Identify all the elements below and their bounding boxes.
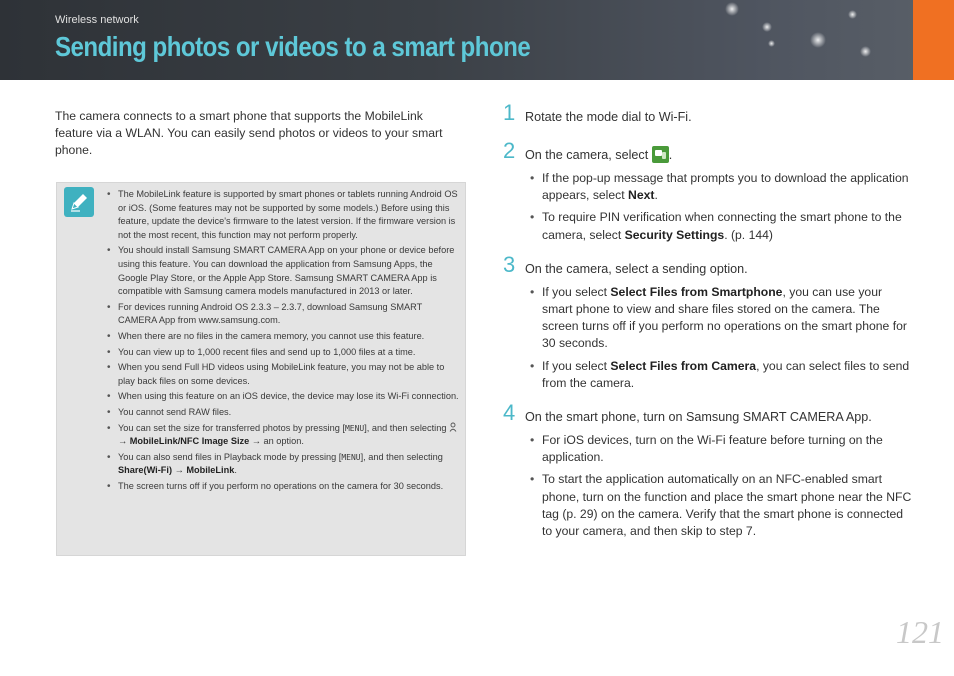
step-2: [503, 138, 915, 244]
list-item: • For devices running Android OS 2.3.3 – 2.3.7, download Samsung SMART CAMERA App from www.samsung.com.: [105, 301, 459, 328]
sub-list: [525, 170, 915, 244]
list-item: • If you select Select Files from Camera, you can select files to send from the camera.: [527, 358, 915, 392]
list-item: • You should install Samsung SMART CAMERA App on your phone or device before using this feature. You can download the application from Samsung Apps, the Google Play Store, or the Apple App Store. Samsung SMART CAMERA App is compatible with Samsung camera models manufactured in 2013 or later.: [105, 244, 459, 298]
list-item: • The screen turns off if you perform no operations on the camera for 30 seconds.: [105, 480, 459, 494]
person-icon: [449, 423, 457, 433]
sparkle-decoration: [860, 46, 871, 57]
list-item: • If the pop-up message that prompts you to download the application appears, select Next.: [527, 170, 915, 204]
note-box: [56, 182, 466, 556]
step-number: 3: [503, 251, 516, 277]
list-item: • When you send Full HD videos using MobileLink feature, you may not be able to play back files on some devices.: [105, 361, 459, 388]
sparkle-decoration: [768, 40, 775, 47]
sparkle-decoration: [848, 10, 857, 19]
menu-key: MENU: [341, 452, 361, 462]
list-item: • To require PIN verification when connecting the smart phone to the camera, select Security Settings. (p. 144): [527, 209, 915, 243]
step-number: 2: [503, 138, 516, 163]
list-item: • For iOS devices, turn on the Wi-Fi feature before turning on the application.: [527, 432, 915, 466]
mobilelink-icon: [652, 146, 669, 163]
list-item: • To start the application automatically on an NFC-enabled smart phone, turn on the function and place the smart phone near the NFC tag (p. 29) on the camera. Verify that the smart phone is connected to your camera, and then skip to step 7.: [527, 471, 915, 540]
list-item: • If you select Select Files from Smartphone, you can use your smart phone to view and share files stored on the camera. The screen turns off if you perform no operations on the smart phone for 30 seconds.: [527, 284, 915, 353]
pencil-icon: [64, 187, 94, 217]
page-number: 121: [896, 614, 944, 650]
list-item: • You can set the size for transferred photos by pressing [MENU], and then selecting → MobileLink/NFC Image Size → an option.: [105, 422, 459, 449]
list-item: • You can view up to 1,000 recent files and send up to 1,000 files at a time.: [105, 346, 459, 360]
accent-tab: [913, 0, 954, 80]
step-number: 4: [503, 400, 516, 426]
sparkle-decoration: [762, 22, 772, 32]
sub-list: [525, 432, 915, 540]
list-item: • You can also send files in Playback mode by pressing [MENU], and then selecting Share(Wi-Fi) → MobileLink.: [105, 451, 459, 478]
sparkle-decoration: [810, 32, 826, 48]
sparkle-decoration: [725, 2, 739, 16]
step-4: [503, 400, 915, 540]
intro-paragraph: The camera connects to a smart phone that supports the MobileLink feature via a WLAN. You can easily send photos or videos to your smart phone.: [55, 109, 443, 157]
step-text: On the smart phone, turn on Samsung SMART CAMERA App.: [525, 410, 872, 425]
list-item: • When using this feature on an iOS device, the device may lose its Wi-Fi connection.: [105, 390, 459, 404]
mode-label: Wi-Fi: [658, 110, 689, 124]
step-text: Rotate the mode dial to Wi-Fi.: [525, 110, 692, 124]
step-text: On the camera, select a sending option.: [525, 261, 748, 276]
menu-key: MENU: [344, 423, 365, 433]
note-list: [105, 188, 459, 495]
list-item: • When there are no files in the camera memory, you cannot use this feature.: [105, 330, 459, 344]
step-1: [503, 100, 915, 126]
list-item: • The MobileLink feature is supported by smart phones or tablets running Android OS or iOS. (Some features may not be supported by some models.) Before using this feature, update the device's firmware to the latest version. If the firmware version is not the most recent, this function may not perform properly.: [105, 188, 459, 242]
step-3: [503, 251, 915, 392]
steps: [503, 100, 915, 545]
step-text: On the camera, select .: [525, 148, 673, 162]
page-header: [0, 0, 954, 80]
page-title: Sending photos or videos to a smart phone: [55, 31, 531, 62]
sub-list: [525, 284, 915, 392]
step-number: 1: [503, 100, 516, 125]
list-item: • You cannot send RAW files.: [105, 406, 459, 420]
section-label: Wireless network: [55, 14, 139, 26]
